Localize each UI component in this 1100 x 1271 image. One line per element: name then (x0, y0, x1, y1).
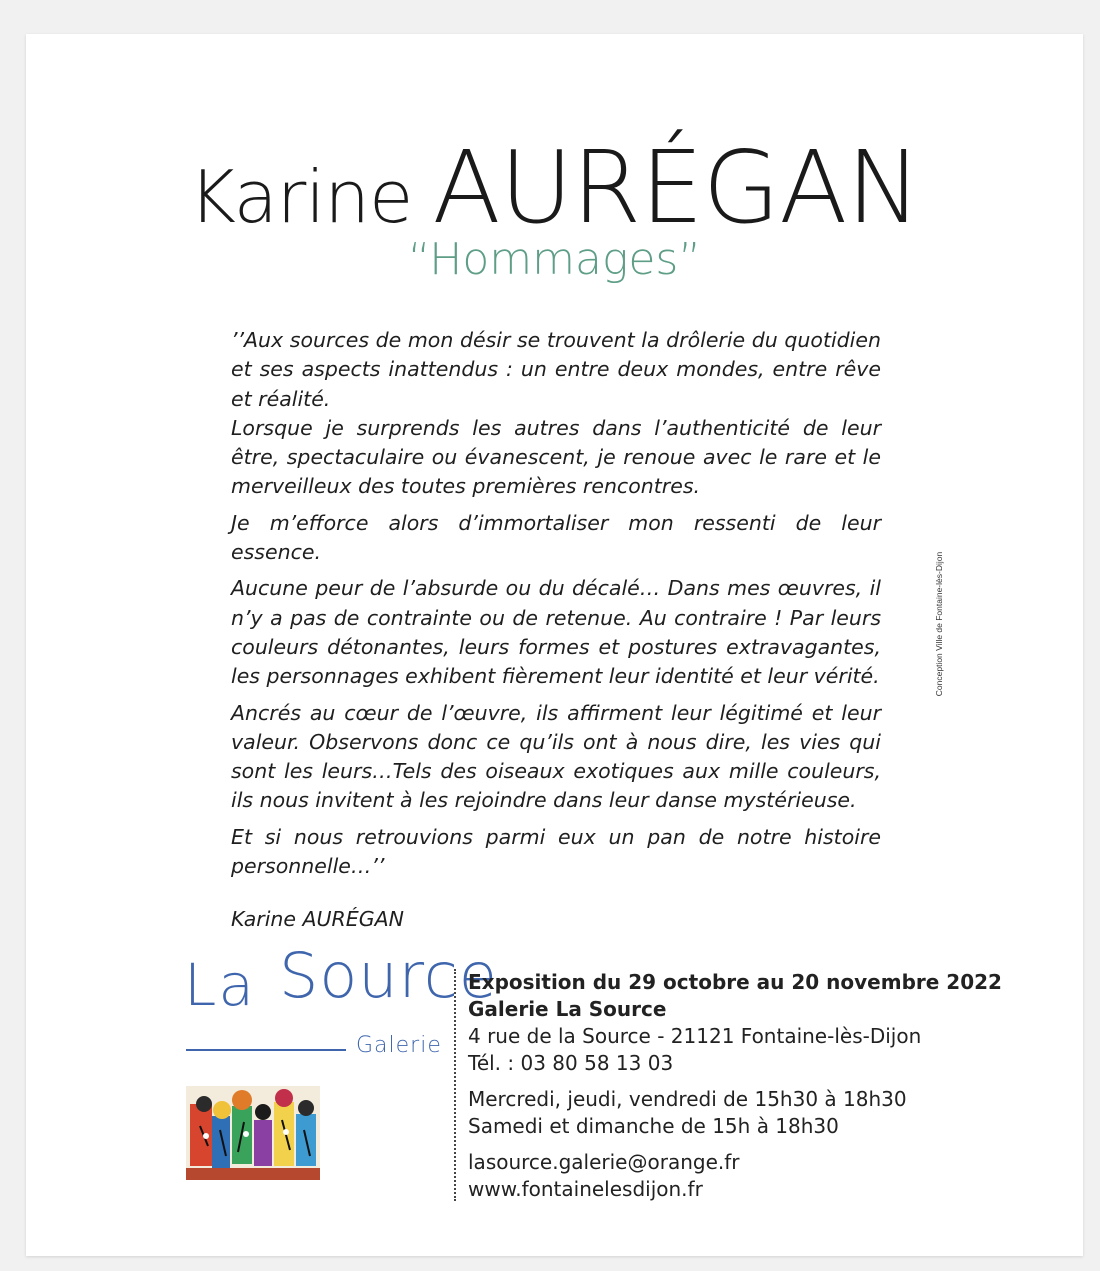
logo-word-la: La (184, 951, 256, 1019)
statement-paragraph: Ancrés au cœur de l’œuvre, ils affirment leur légitimé et leur valeur. Observons donc ce qu’ils ont à nous dire, les vies qui sont les leurs…Tels des oiseaux exotiques aux mille couleurs, ils nous invitent à les rejoindre dans leur danse mystérieuse. (231, 700, 881, 813)
design-credit (931, 529, 947, 719)
statement-paragraph: Aucune peur de l’absurde ou du décalé… Dans mes œuvres, il n’y a pas de contrainte ou de retenue. Au contraire ! Par leurs couleurs détonantes, leurs formes et postures extravagantes, les personnages exhibent fièrement leur identité et leur vérité. (231, 576, 881, 689)
artist-statement (231, 326, 881, 935)
gallery-name: Galerie La Source (468, 997, 667, 1021)
artwork-thumbnail (186, 1086, 320, 1180)
flyer-page (26, 34, 1083, 1256)
exhibition-dates: Exposition du 29 octobre au 20 novembre 2022 (468, 970, 1002, 994)
statement-paragraph: Lorsque je surprends les autres dans l’authenticité de leur être, spectaculaire ou évanescent, je renoue avec le rare et le merveilleux des toutes premières rencontres. (231, 415, 881, 499)
exhibition-subtitle: “Hommages” (407, 234, 702, 285)
gallery-address: 4 rue de la Source - 21121 Fontaine-lès-Dijon (468, 1024, 922, 1048)
design-credit-text: Conception Ville de Fontaine-lès-Dijon (934, 551, 944, 697)
exhibition-info (454, 969, 1002, 1201)
artist-last-name: AURÉGAN (432, 129, 921, 246)
gallery-website-link[interactable]: www.fontainelesdijon.fr (468, 1177, 703, 1201)
opening-hours-weekend: Samedi et dimanche de 15h à 18h30 (468, 1114, 839, 1138)
statement-paragraph: ’’Aux sources de mon désir se trouvent la drôlerie du quotidien et ses aspects inattendus : un entre deux mondes, entre rêve et réalité. (231, 328, 881, 411)
la-source-galerie-logo (184, 939, 498, 1069)
statement-signature: Karine AURÉGAN (231, 907, 404, 932)
artist-name-title (26, 129, 1083, 246)
artwork-illustration (186, 1086, 320, 1180)
logo-word-galerie: Galerie (356, 1033, 442, 1058)
opening-hours-weekdays: Mercredi, jeudi, vendredi de 15h30 à 18h30 (468, 1087, 907, 1111)
logo-word-source: Source (279, 939, 498, 1012)
gallery-phone: Tél. : 03 80 58 13 03 (468, 1051, 674, 1075)
statement-paragraph: Et si nous retrouvions parmi eux un pan de notre histoire personnelle…’’ (231, 824, 881, 879)
artist-first-name: Karine (188, 155, 413, 239)
gallery-email-link[interactable]: lasource.galerie@orange.fr (468, 1150, 740, 1174)
logo-underline (186, 1049, 346, 1051)
statement-paragraph: Je m’efforce alors d’immortaliser mon ressenti de leur essence. (231, 510, 881, 565)
